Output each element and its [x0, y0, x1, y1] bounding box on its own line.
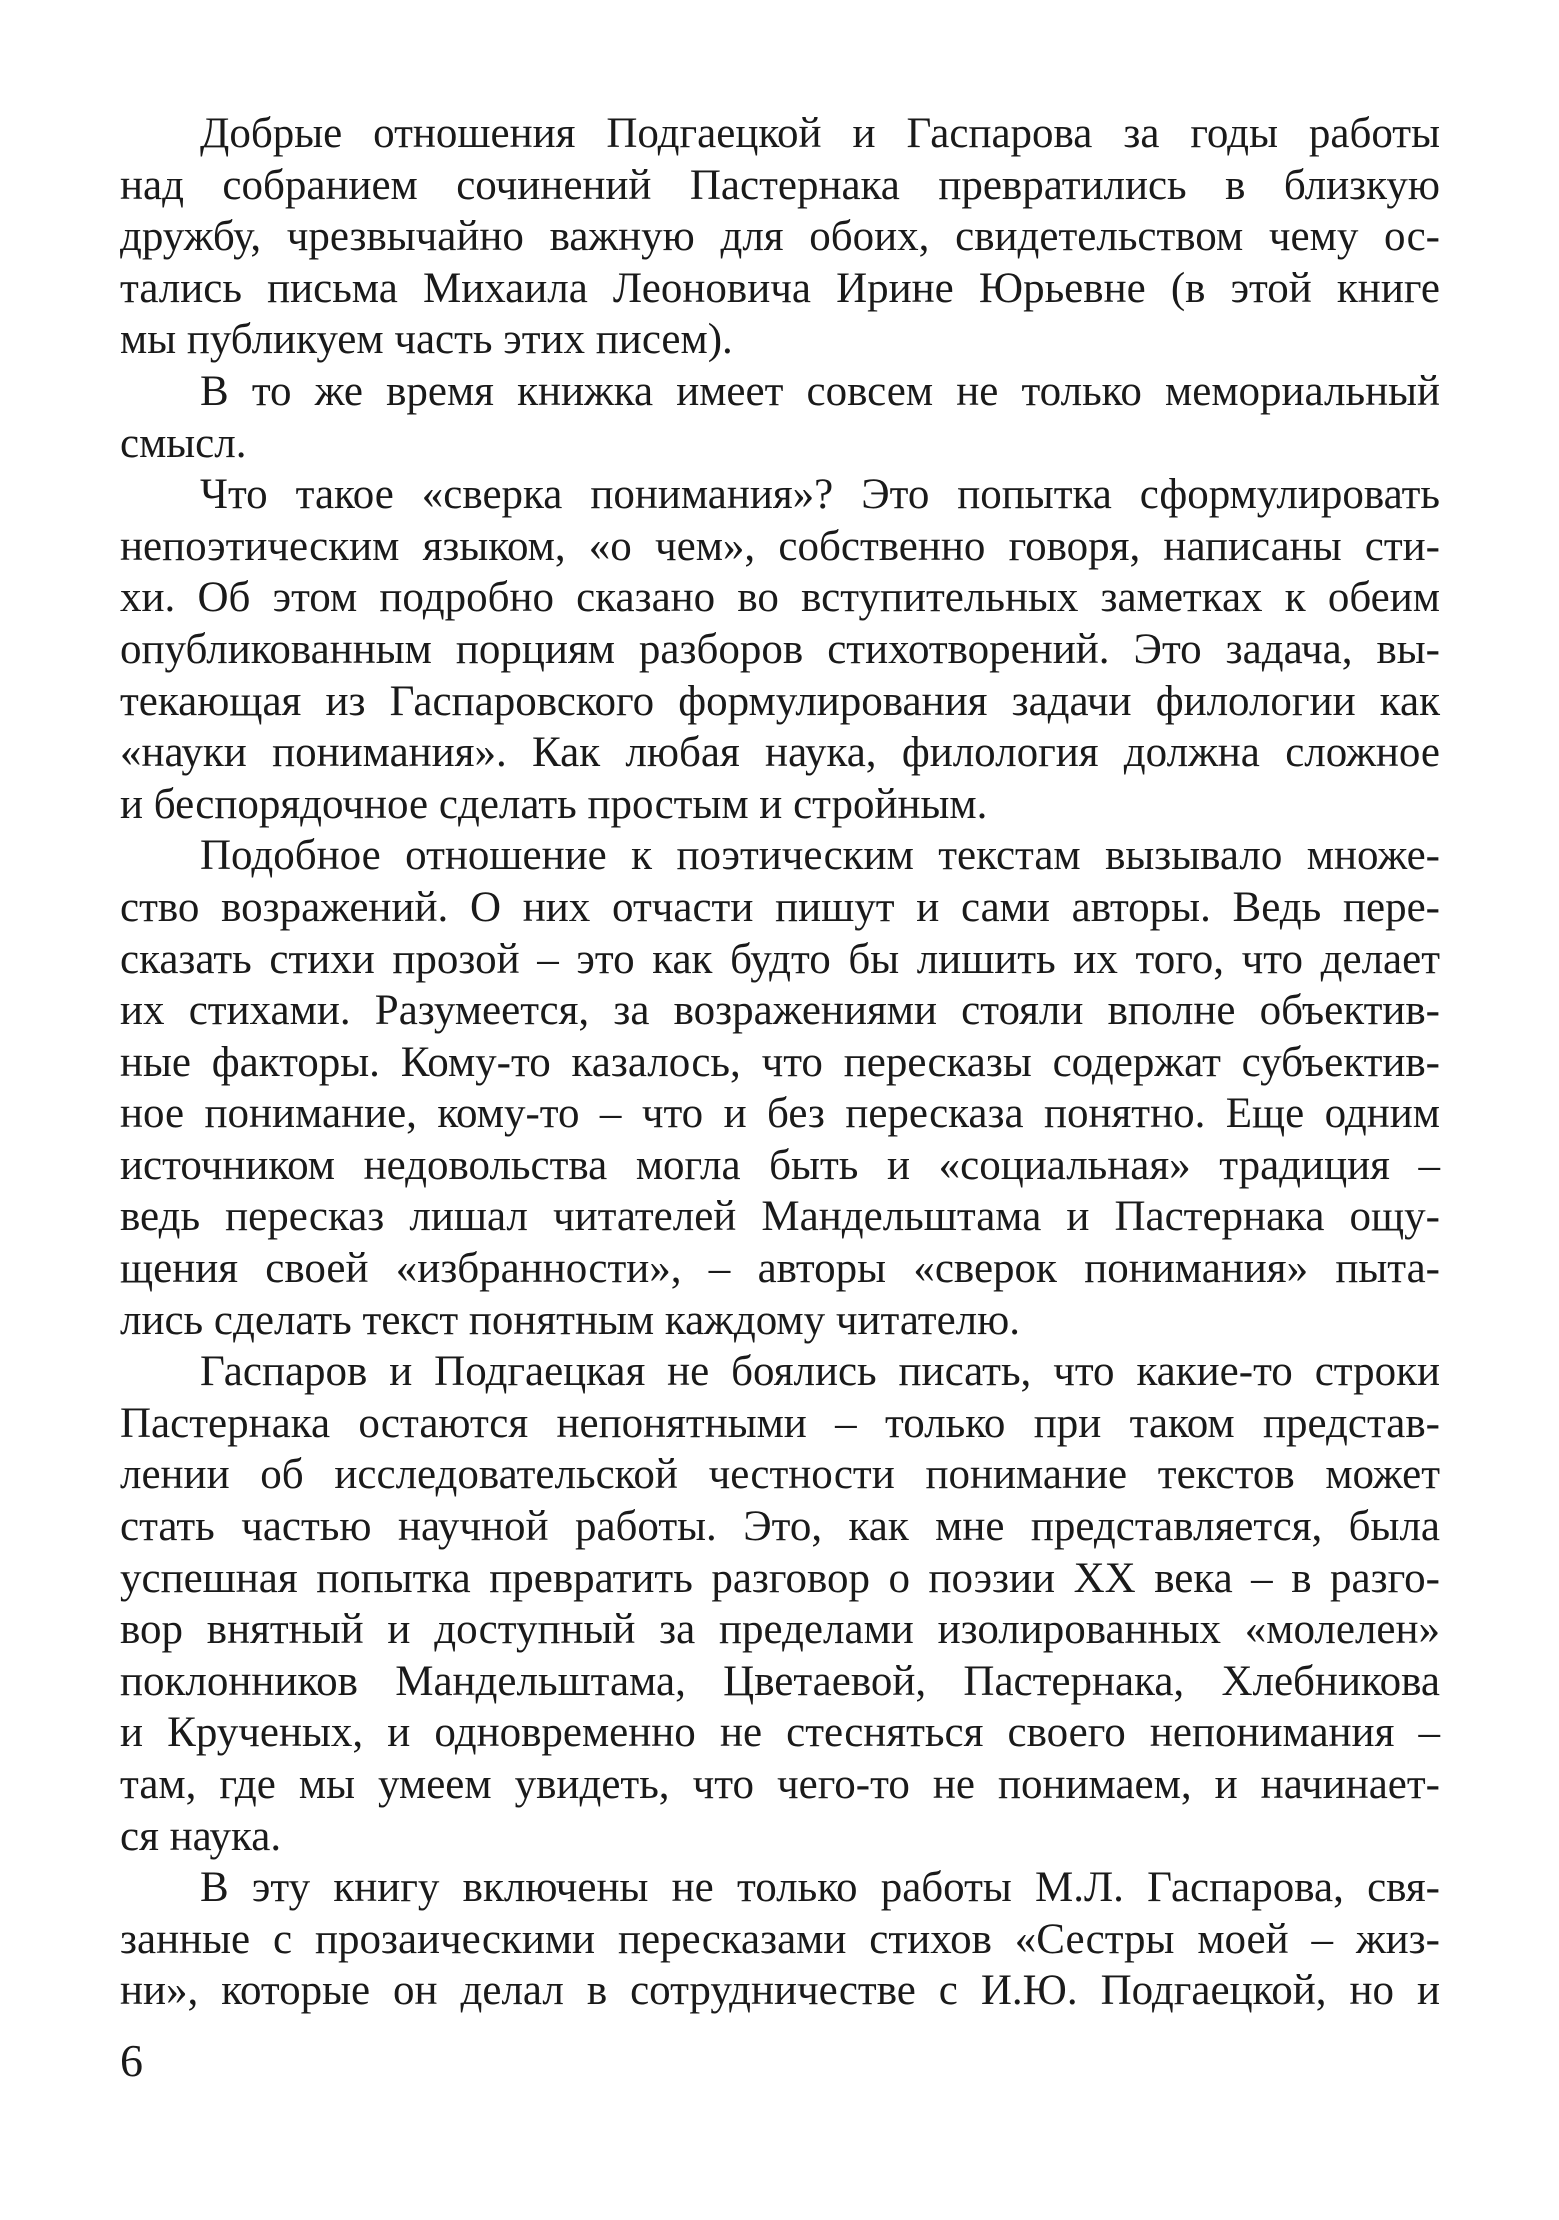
text-line: непоэтическим языком, «о чем», собственно говоря, написаны сти-	[120, 522, 1440, 570]
text-line: В то же время книжка имеет совсем не только мемориальный	[200, 367, 1440, 415]
paragraph-5	[120, 1346, 1440, 1862]
text-line: хи. Об этом подробно сказано во вступительных заметках к обеим	[120, 574, 1440, 622]
text-line: вор внятный и доступный за пределами изолированных «молелен»	[120, 1606, 1440, 1654]
text-line: смысл.	[120, 419, 247, 467]
text-line: Гаспаров и Подгаецкая не боялись писать, что какие-то строки	[200, 1348, 1440, 1396]
text-line: сказать стихи прозой – это как будто бы лишить их того, что делает	[120, 935, 1440, 983]
text-line: успешная попытка превратить разговор о поэзии XX века – в разго-	[120, 1554, 1440, 1602]
text-line: В эту книгу включены не только работы М.Л. Гаспарова, свя-	[200, 1864, 1440, 1912]
paragraph-4	[120, 830, 1440, 1346]
text-line: лись сделать текст понятным каждому читателю.	[120, 1296, 1021, 1344]
text-line: там, где мы умеем увидеть, что чего-то не понимаем, и начинает-	[120, 1761, 1440, 1808]
text-line: лении об исследовательской честности понимание текстов может	[120, 1451, 1440, 1499]
text-line: дружбу, чрезвычайно важную для обоих, свидетельством чему ос-	[120, 213, 1440, 261]
text-line: Что такое «сверка понимания»? Это попытка сформулировать	[200, 471, 1440, 519]
text-line: Подобное отношение к поэтическим текстам вызывало множе-	[200, 832, 1440, 880]
text-line: их стихами. Разумеется, за возражениями стояли вполне объектив-	[120, 987, 1440, 1035]
text-line: источником недовольства могла быть и «социальная» традиция –	[120, 1141, 1440, 1189]
text-line: текающая из Гаспаровского формулирования задачи филологии как	[120, 677, 1440, 725]
text-line: опубликованным порциям разборов стихотворений. Это задача, вы-	[120, 625, 1440, 673]
page-number: 6	[120, 2035, 143, 2086]
text-line: щения своей «избранности», – авторы «сверок понимания» пыта-	[120, 1245, 1440, 1293]
paragraph-6	[120, 1862, 1440, 2017]
text-line: ведь пересказ лишал читателей Мандельштама и Пастернака ощу-	[120, 1193, 1440, 1241]
text-line: ное понимание, кому-то – что и без пересказа понятно. Еще одним	[120, 1090, 1440, 1138]
text-line: ные факторы. Кому-то казалось, что пересказы содержат субъектив-	[120, 1038, 1440, 1086]
text-line: и Крученых, и одновременно не стесняться своего непонимания –	[120, 1709, 1440, 1757]
text-line: ся наука.	[120, 1812, 282, 1860]
text-line: занные с прозаическими пересказами стихов «Сестры моей – жиз-	[120, 1915, 1440, 1963]
text-line: над собранием сочинений Пастернака превратились в близкую	[120, 161, 1440, 209]
text-line: Пастернака остаются непонятными – только при таком представ-	[120, 1399, 1440, 1447]
body-text	[120, 108, 1440, 2017]
text-line: Добрые отношения Подгаецкой и Гаспарова за годы работы	[200, 110, 1440, 157]
text-line: ство возражений. О них отчасти пишут и сами авторы. Ведь пере-	[120, 883, 1440, 931]
text-line: ни», которые он делал в сотрудничестве с И.Ю. Подгаецкой, но и	[120, 1967, 1440, 2015]
text-line: «науки понимания». Как любая наука, филология должна сложное	[120, 729, 1440, 777]
text-line: и беспорядочное сделать простым и стройным.	[120, 780, 988, 828]
text-line: мы публикуем часть этих писем).	[120, 316, 733, 364]
paragraph-3	[120, 469, 1440, 830]
text-line: поклонников Мандельштама, Цветаевой, Пастернака, Хлебникова	[120, 1657, 1440, 1705]
text-line: тались письма Михаила Леоновича Ирине Юрьевне (в этой книге	[120, 264, 1440, 312]
paragraph-1	[120, 108, 1440, 366]
paragraph-2	[120, 366, 1440, 469]
text-line: стать частью научной работы. Это, как мне представляется, была	[120, 1503, 1440, 1551]
